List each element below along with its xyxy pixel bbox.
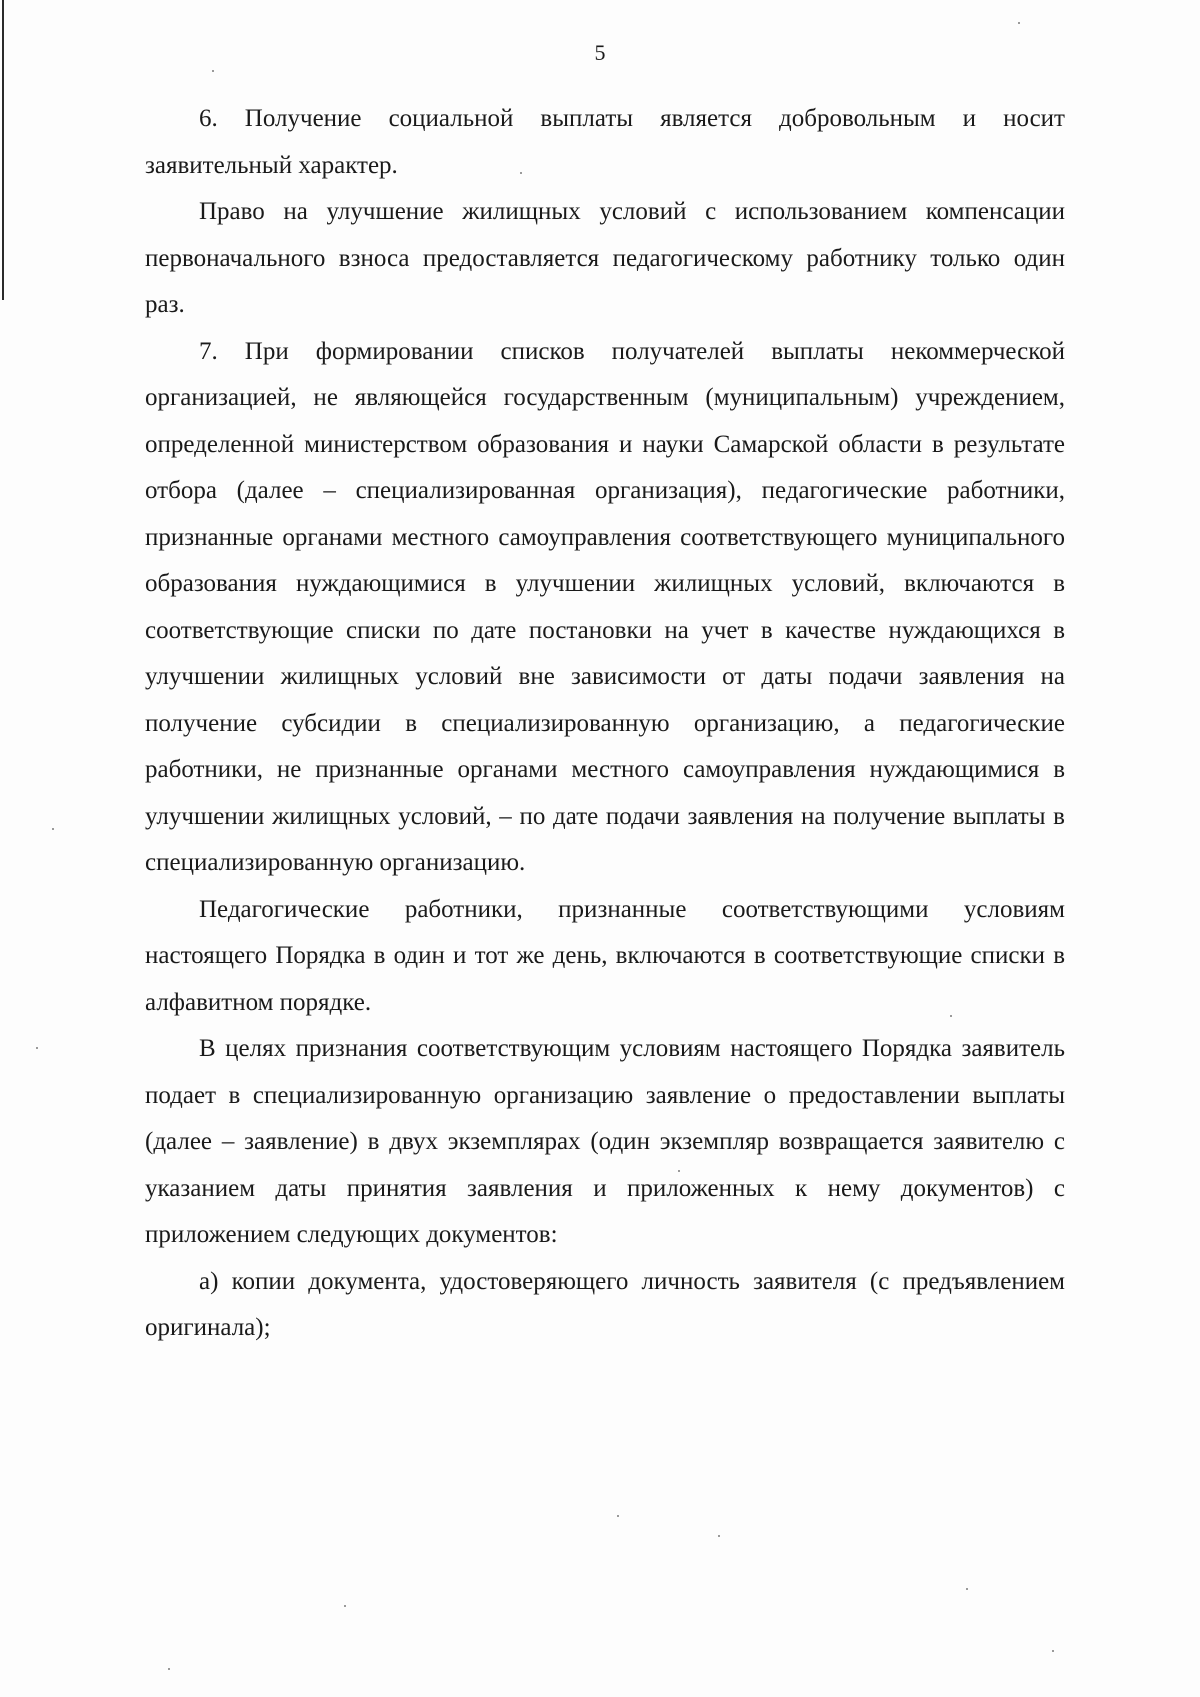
scan-speck [1018,22,1020,24]
paragraph-6: 6. Получение социальной выплаты является добровольным и носит заявительный характер. [145,105,1065,179]
scan-speck [52,828,54,830]
paragraph-right-once: Право на улучшение жилищных условий с использованием компенсации первоначального взноса предоставляется педагогическому работнику только один раз. [145,198,1065,318]
list-item-a: а) копии документа, удостоверяющего личность заявителя (с предъявлением оригинала); [145,1267,1065,1341]
scan-speck [718,1535,720,1537]
paragraph-same-day: Педагогические работники, признанные соответствующими условиям настоящего Порядка в один и тот же день, включаются в соответствующие списки в алфавитном порядке. [145,895,1065,1016]
scan-speck [168,1668,170,1670]
paragraph-7: 7. При формировании списков получателей выплаты некоммерческой организацией, не являющейся государственным (муниципальным) учреждением, определенной министерством образования и науки Самарской области в результате отбора (далее – специализированная организация), педагогические работники, признанные органами местного самоуправления соответствующего муниципального образования нуждающимися в улучшении жилищных условий, включаются в соответствующие списки по дате постановки на учет в качестве нуждающихся в улучшении жилищных условий вне зависимости от даты подачи заявления на получение субсидии в специализированную организацию, а педагогические работники, не признанные органами местного самоуправления нуждающимися в улучшении жилищных условий, – по дате подачи заявления на получение выплаты в специализированную организацию. [145,337,1065,876]
scan-speck [950,1015,952,1017]
scan-speck [36,1047,38,1049]
scan-speck [1052,1650,1054,1652]
scan-speck [617,1515,619,1517]
scan-speck [520,172,522,174]
document-body [145,96,1065,1352]
paragraph-application: В целях признания соответствующим условиям настоящего Порядка заявитель подает в специализированную организацию заявление о предоставлении выплаты (далее – заявление) в двух экземплярах (один экземпляр возвращается заявителю с указанием даты принятия заявления и приложенных к нему документов) с приложением следующих документов: [145,1035,1065,1248]
scan-speck [678,1170,680,1172]
scan-speck [344,1605,346,1607]
page-number: 5 [594,40,606,65]
scan-speck [966,1588,968,1590]
scan-speck [212,70,214,72]
